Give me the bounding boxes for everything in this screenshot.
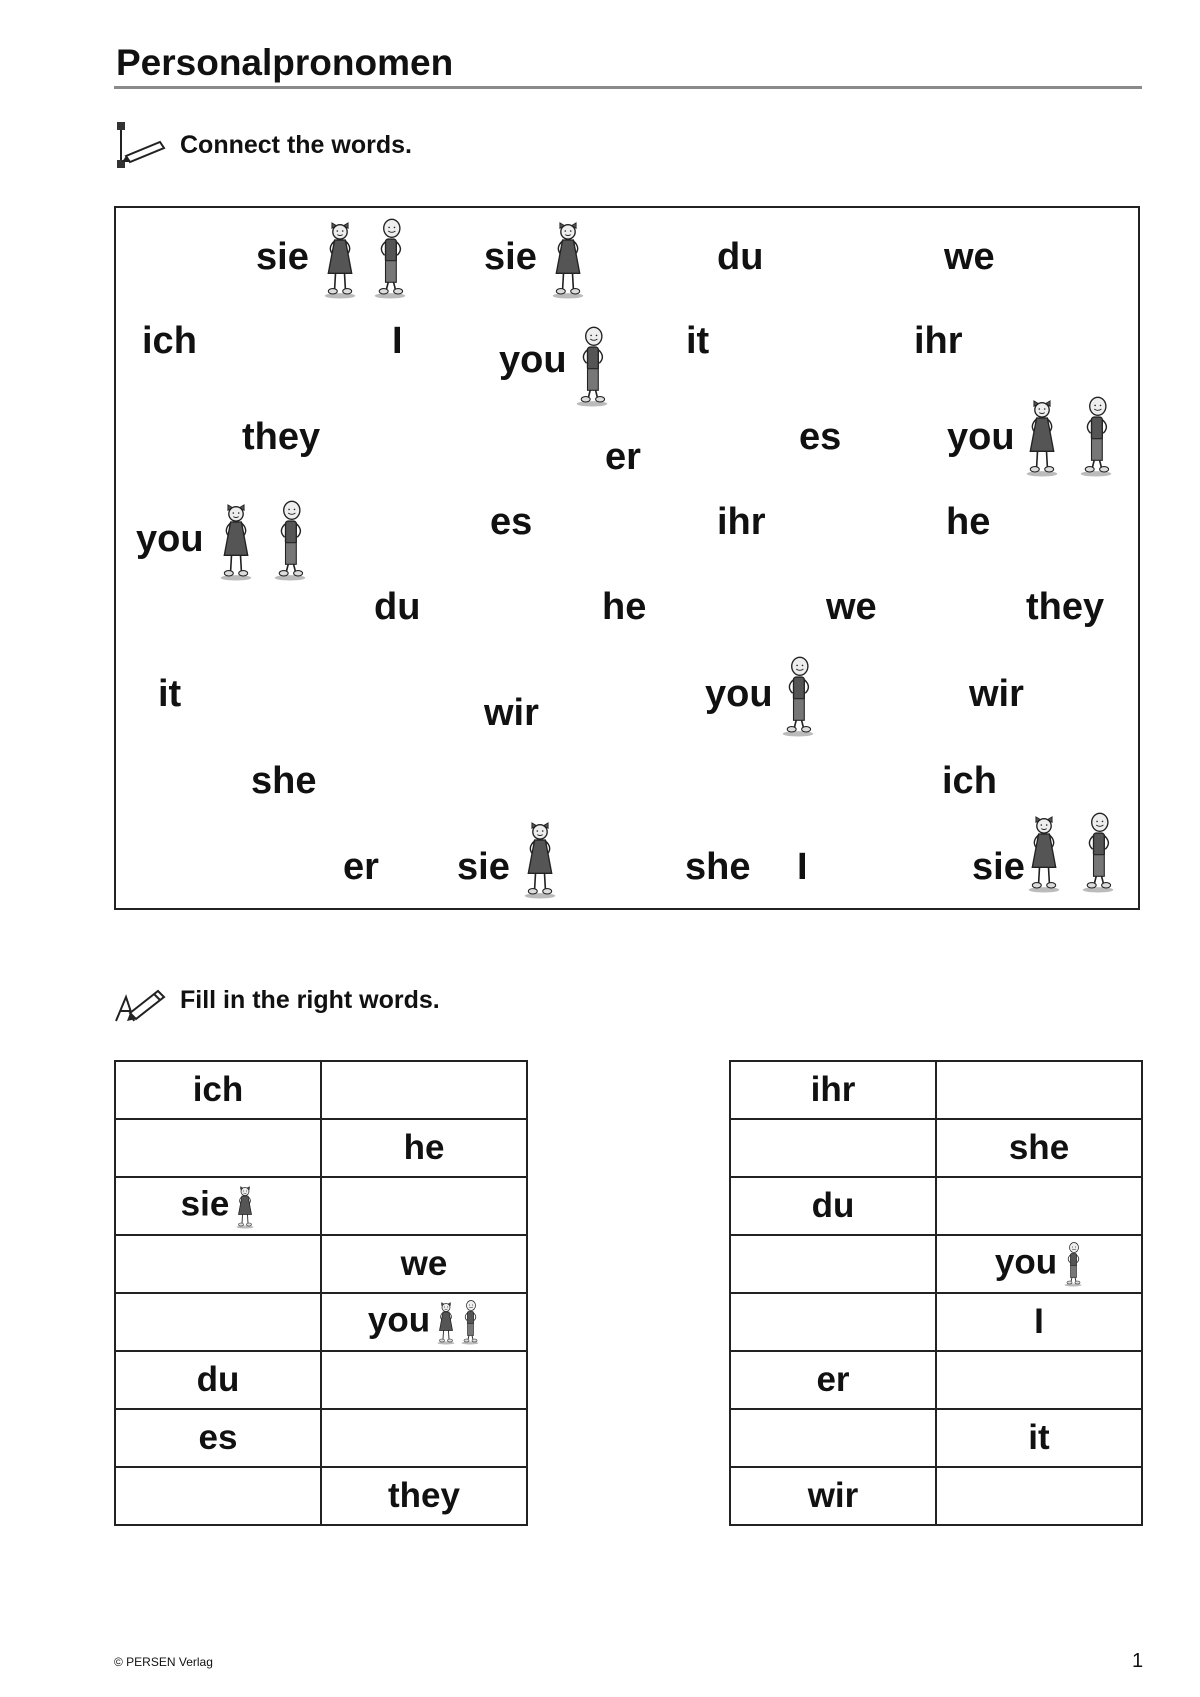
connect-word: it [686, 320, 710, 362]
table-cell: we [321, 1235, 527, 1293]
connect-word: you [705, 673, 773, 715]
table-row [730, 1351, 1142, 1409]
table-cell: you [321, 1293, 527, 1351]
table-cell: es [115, 1409, 321, 1467]
table-cell: er [730, 1351, 936, 1409]
instruction-fill-text: Fill in the right words. [180, 985, 440, 1014]
table-cell: du [115, 1351, 321, 1409]
connect-word: it [158, 673, 182, 715]
girl-figure [1026, 806, 1062, 898]
girl-figure [218, 494, 254, 586]
table-row [115, 1061, 527, 1119]
table-cell: wir [730, 1467, 936, 1525]
girl-figure [436, 1298, 456, 1346]
fill-table-right [729, 1060, 1143, 1526]
table-row [115, 1293, 527, 1351]
connect-word: we [944, 236, 995, 278]
girl-figure [1024, 390, 1060, 482]
table-row [730, 1061, 1142, 1119]
table-cell: du [730, 1177, 936, 1235]
table-row [730, 1177, 1142, 1235]
connect-word: he [602, 586, 647, 628]
table-cell: ihr [730, 1061, 936, 1119]
answer-field[interactable] [115, 1235, 321, 1293]
connect-word: you [136, 518, 204, 560]
connect-word: ich [142, 320, 197, 362]
connect-word: they [242, 416, 321, 458]
answer-field[interactable] [936, 1351, 1142, 1409]
connect-word: sie [972, 846, 1025, 888]
connect-word: sie [484, 236, 537, 278]
connect-word: du [717, 236, 764, 278]
table-row [115, 1351, 527, 1409]
table-row [730, 1467, 1142, 1525]
connect-word: du [374, 586, 421, 628]
answer-field[interactable] [115, 1119, 321, 1177]
girl-figure [522, 812, 558, 904]
connect-word: she [685, 846, 751, 888]
answer-field[interactable] [321, 1061, 527, 1119]
table-row [115, 1177, 527, 1235]
fill-table-left [114, 1060, 528, 1526]
instruction-connect-text: Connect the words. [180, 130, 412, 159]
boy-figure [574, 320, 610, 412]
connect-word: ihr [914, 320, 963, 362]
table-cell: it [936, 1409, 1142, 1467]
writing-pen-icon [114, 975, 168, 1025]
answer-field[interactable] [321, 1177, 527, 1235]
answer-field[interactable] [936, 1061, 1142, 1119]
page-number: 1 [1132, 1650, 1144, 1672]
connect-word: she [251, 760, 317, 802]
connect-word: es [490, 501, 533, 543]
table-row [115, 1235, 527, 1293]
girl-figure [235, 1182, 255, 1230]
connect-word: sie [256, 236, 309, 278]
answer-field[interactable] [730, 1409, 936, 1467]
answer-field[interactable] [115, 1293, 321, 1351]
table-cell: I [936, 1293, 1142, 1351]
connect-word: er [605, 436, 641, 478]
table-row [730, 1409, 1142, 1467]
connect-word: you [499, 339, 567, 381]
connect-word: ich [942, 760, 997, 802]
answer-field[interactable] [936, 1177, 1142, 1235]
connect-words-box [114, 206, 1140, 910]
page-title: Personalpronomen [116, 42, 454, 83]
table-cell: he [321, 1119, 527, 1177]
table-row [115, 1119, 527, 1177]
girl-figure [322, 212, 358, 304]
connect-word: he [946, 501, 991, 543]
table-cell: they [321, 1467, 527, 1525]
table-row [730, 1119, 1142, 1177]
connect-word: sie [457, 846, 510, 888]
table-row [115, 1467, 527, 1525]
table-row [730, 1235, 1142, 1293]
connect-word: they [1026, 586, 1105, 628]
answer-field[interactable] [730, 1119, 936, 1177]
boy-figure [1078, 390, 1114, 482]
table-cell: ich [115, 1061, 321, 1119]
connect-word: wir [969, 673, 1024, 715]
table-cell: you [936, 1235, 1142, 1293]
table-cell: she [936, 1119, 1142, 1177]
connect-word: es [799, 416, 842, 458]
boy-figure [460, 1298, 480, 1346]
girl-figure [550, 212, 586, 304]
connect-pencil-icon [114, 120, 168, 170]
connect-word: I [797, 846, 808, 888]
boy-figure [372, 212, 408, 304]
table-cell: sie [115, 1177, 321, 1235]
connect-word: I [392, 320, 403, 362]
boy-figure [780, 650, 816, 742]
answer-field[interactable] [115, 1467, 321, 1525]
table-row [115, 1409, 527, 1467]
boy-figure [272, 494, 308, 586]
answer-field[interactable] [730, 1235, 936, 1293]
instruction-connect [114, 125, 412, 165]
instruction-fill [114, 980, 440, 1020]
boy-figure [1063, 1240, 1083, 1288]
connect-word: ihr [717, 501, 766, 543]
title-divider [114, 86, 1142, 89]
table-row [730, 1293, 1142, 1351]
connect-word: you [947, 416, 1015, 458]
answer-field[interactable] [730, 1293, 936, 1351]
answer-field[interactable] [321, 1351, 527, 1409]
connect-word: er [343, 846, 379, 888]
connect-word: we [826, 586, 877, 628]
answer-field[interactable] [936, 1467, 1142, 1525]
answer-field[interactable] [321, 1409, 527, 1467]
copyright-notice: © PERSEN Verlag [114, 1655, 213, 1669]
boy-figure [1080, 806, 1116, 898]
connect-word: wir [484, 692, 539, 734]
